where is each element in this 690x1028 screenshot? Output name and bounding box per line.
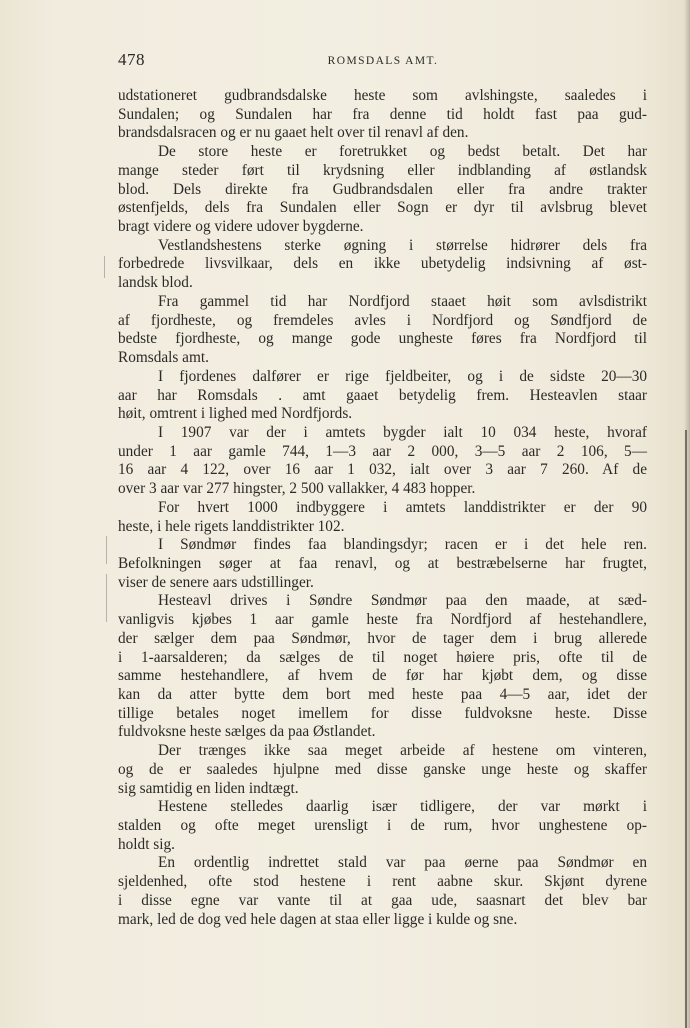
text-line: Befolkningen søger at faa renavl, og at bestræbelserne har frugtet,: [118, 554, 647, 572]
text-line: mark, led de dog ved hele dagen at staa eller ligge i kulde og sne.: [118, 910, 518, 928]
text-line: høit, omtrent i lighed med Nordfjords.: [118, 405, 353, 423]
text-line: Vestlandshestens sterke øgning i størrelse hidrører dels fra: [158, 236, 647, 254]
text-line: Hesteavl drives i Søndre Søndmør paa den maade, at sæd-: [158, 592, 647, 610]
text-line: viser de senere aars udstillinger.: [118, 573, 314, 591]
text-line: Romsdals amt.: [118, 349, 209, 367]
text-line: I Søndmør findes faa blandingsdyr; racen er i det hele ren.: [158, 536, 647, 554]
text-line: Hestene stelledes daarlig især tidligere, der var mørkt i: [158, 798, 647, 816]
text-line: sig samtidig en liden indtægt.: [118, 779, 299, 797]
text-line: østenfjelds, dels fra Sundalen eller Sogn er dyr til avlsbrug blevet: [118, 199, 647, 217]
margin-pencil-mark: [104, 256, 105, 278]
running-head: ROMSDALS AMT.: [327, 55, 439, 67]
page-header: [118, 50, 648, 72]
margin-pencil-mark: [106, 574, 107, 622]
text-line: der sælger dem paa Søndmør, hvor de tager dem i brug allerede: [118, 629, 647, 647]
text-line: I fjordenes dalfører er rige fjeldbeiter, og i de sidste 20—30: [158, 367, 647, 385]
text-line: forbedrede livsvilkaar, dels en ikke ubetydelig indsivning af øst-: [118, 255, 647, 273]
text-line: stalden og ofte meget urensligt i de rum, hvor unghestene op-: [118, 817, 647, 835]
text-line: i 1-aarsalderen; da sælges de til noget høiere pris, ofte til de: [118, 648, 647, 666]
text-line: vanligvis kjøbes 1 aar gamle heste fra Nordfjord af hestehandlere,: [118, 611, 647, 629]
text-line: mange steder ført til krydsning eller indblanding af østlandsk: [118, 161, 647, 179]
text-line: bragt videre og videre udover bygderne.: [118, 218, 364, 236]
page-edge-line: [685, 430, 687, 1028]
text-line: landsk blod.: [118, 274, 193, 292]
text-line: De store heste er foretrukket og bedst betalt. Det har: [158, 143, 647, 161]
text-line: kan da atter bytte dem bort med heste paa 4—5 aar, idet der: [118, 686, 647, 703]
text-line: fuldvoksne heste sælges da paa Østlandet.: [118, 723, 376, 741]
text-line: i disse egne var vante til at gaa ude, saasnart det blev bar: [118, 891, 647, 909]
text-line: Fra gammel tid har Nordfjord staaet høit som avlsdistrikt: [158, 292, 647, 310]
text-line: brandsdalsracen og er nu gaaet helt over til renavl af den.: [118, 124, 469, 142]
text-line: blod. Dels direkte fra Gudbrandsdalen eller fra andre trakter: [118, 180, 647, 198]
text-line: heste, i hele rigets landdistrikter 102.: [118, 517, 345, 535]
text-line: over 3 aar var 277 hingster, 2 500 vallakker, 4 483 hopper.: [118, 480, 476, 498]
text-line: aar har Romsdals . amt gaaet betydelig frem. Hesteavlen staar: [118, 386, 647, 404]
text-line: Der trænges ikke saa meget arbeide af hestene om vinteren,: [158, 742, 647, 760]
text-line: 16 aar 4 122, over 16 aar 1 032, ialt over 3 aar 7 260. Af de: [118, 461, 647, 479]
text-line: I 1907 var der i amtets bygder ialt 10 034 heste, hvoraf: [158, 423, 647, 441]
text-line: Sundalen; og Sundalen har fra denne tid holdt fast paa gud-: [118, 105, 647, 123]
text-line: og de er saaledes hjulpne med disse ganske unge heste og skaffer: [118, 760, 647, 778]
text-line: bedste fjordheste, og mange gode ungheste føres fra Nordfjord til: [118, 330, 647, 348]
text-line: samme hestehandlere, af hvem de før har kjøbt dem, og disse: [118, 667, 647, 685]
text-line: under 1 aar gamle 744, 1—3 aar 2 000, 3—5 aar 2 106, 5—: [118, 442, 647, 460]
text-line: udstationeret gudbrandsdalske heste som avlshingste, saaledes i: [118, 87, 647, 104]
text-line: sjeldenhed, ofte stod hestene i rent aabne skur. Skjønt dyrene: [118, 873, 647, 891]
page-number: 478: [118, 50, 145, 69]
text-line: En ordentlig indrettet stald var paa øerne paa Søndmør en: [158, 854, 647, 872]
text-line: holdt sig.: [118, 835, 175, 853]
text-line: For hvert 1000 indbyggere i amtets landdistrikter er der 90: [158, 498, 647, 516]
margin-pencil-mark: [106, 536, 107, 564]
body-text: [118, 87, 647, 929]
text-line: af fjordheste, og fremdeles avles i Nordfjord og Søndfjord de: [118, 311, 647, 329]
text-line: tillige betales noget imellem for disse fuldvoksne heste. Disse: [118, 704, 647, 722]
